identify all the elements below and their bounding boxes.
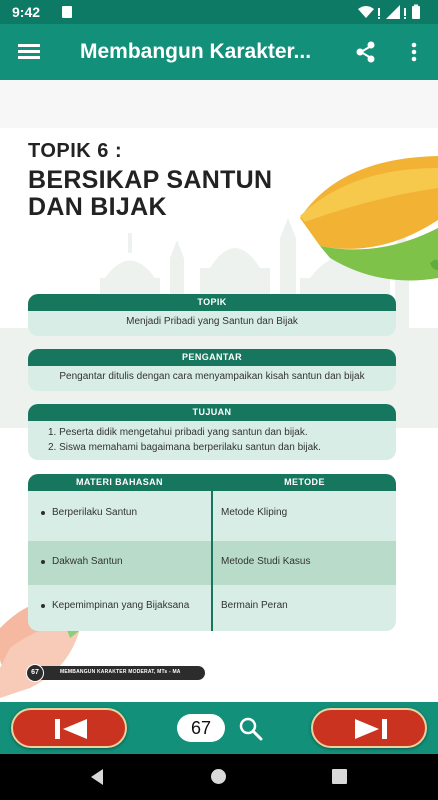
footer-page-number: 67 bbox=[26, 664, 44, 682]
reader-navigation bbox=[0, 702, 438, 754]
page-footer bbox=[30, 666, 205, 680]
column-header-materi: MATERI BAHASAN bbox=[76, 477, 163, 487]
pengantar-box bbox=[28, 349, 396, 391]
book-page bbox=[0, 128, 438, 702]
topic-number: TOPIK 6 : bbox=[28, 140, 123, 162]
document-viewer[interactable] bbox=[0, 80, 438, 702]
back-icon[interactable] bbox=[88, 768, 106, 786]
topik-box bbox=[28, 294, 396, 336]
share-icon[interactable] bbox=[352, 38, 380, 66]
wifi-icon bbox=[358, 6, 374, 18]
tujuan-item: 2. Siswa memahami bagaimana berperilaku santun dan bijak. bbox=[48, 442, 321, 453]
column-header-metode: METODE bbox=[284, 477, 325, 487]
topic-heading bbox=[28, 140, 272, 221]
metode-cell: Metode Studi Kasus bbox=[221, 556, 311, 567]
pengantar-header: PENGANTAR bbox=[28, 349, 396, 366]
previous-icon bbox=[13, 710, 129, 750]
topic-title-line-2: DAN BIJAK bbox=[28, 193, 167, 221]
materi-cell: Kepemimpinan yang Bijaksana bbox=[52, 600, 190, 611]
tujuan-item: 1. Peserta didik mengetahui pribadi yang santun dan bijak. bbox=[48, 427, 308, 438]
sd-card-icon bbox=[62, 6, 72, 18]
materi-metode-table bbox=[28, 474, 396, 631]
current-page-indicator[interactable]: 67 bbox=[177, 714, 225, 742]
topik-body: Menjadi Pribadi yang Santun dan Bijak bbox=[126, 316, 298, 327]
topic-title bbox=[28, 167, 272, 221]
app-title: Membangun Karakter... bbox=[80, 40, 312, 63]
topic-title-line-1: BERSIKAP SANTUN bbox=[28, 166, 273, 194]
metode-cell: Bermain Peran bbox=[221, 600, 288, 611]
tujuan-list bbox=[28, 421, 396, 455]
tujuan-box bbox=[28, 404, 396, 460]
battery-icon bbox=[412, 6, 420, 19]
recent-apps-icon[interactable] bbox=[332, 769, 347, 784]
more-vert-icon[interactable] bbox=[404, 38, 424, 66]
metode-cell: Metode Kliping bbox=[221, 507, 288, 518]
app-bar bbox=[0, 24, 438, 80]
next-page-button[interactable] bbox=[311, 708, 427, 748]
footer-book-title: MEMBANGUN KARAKTER MODERAT, MTs - MA bbox=[60, 669, 181, 675]
topik-header: TOPIK bbox=[28, 294, 396, 311]
signal-icon bbox=[386, 5, 400, 19]
tujuan-header: TUJUAN bbox=[28, 404, 396, 421]
status-time: 9:42 bbox=[12, 4, 41, 20]
next-icon bbox=[313, 710, 429, 750]
status-bar bbox=[0, 0, 438, 24]
status-icons bbox=[356, 4, 428, 20]
pengantar-body: Pengantar ditulis dengan cara menyampaikan kisah santun dan bijak bbox=[59, 371, 365, 382]
column-divider bbox=[211, 474, 213, 631]
previous-page-button[interactable] bbox=[11, 708, 127, 748]
search-icon[interactable] bbox=[238, 716, 264, 742]
system-navigation-bar bbox=[0, 754, 438, 800]
materi-cell: Dakwah Santun bbox=[52, 556, 123, 567]
menu-icon[interactable] bbox=[16, 40, 44, 64]
home-icon[interactable] bbox=[211, 769, 226, 784]
materi-cell: Berperilaku Santun bbox=[52, 507, 138, 518]
